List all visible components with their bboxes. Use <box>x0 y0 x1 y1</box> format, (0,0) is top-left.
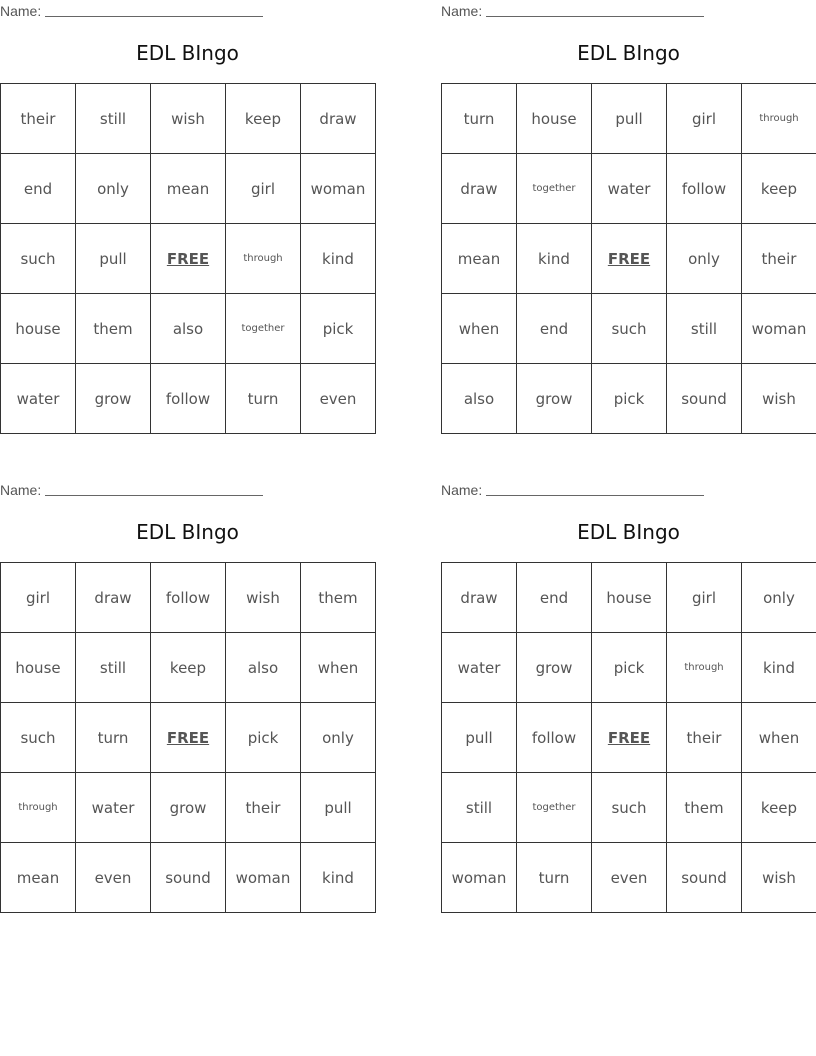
word-cell: them <box>301 563 376 633</box>
grid-row <box>442 364 816 434</box>
grid-row <box>442 843 816 913</box>
word-cell: through <box>667 633 742 703</box>
word-cell: water <box>1 364 76 434</box>
grid-row <box>1 294 376 364</box>
word-cell: their <box>1 84 76 154</box>
word-cell: draw <box>76 563 151 633</box>
name-blank <box>486 482 704 496</box>
bingo-grid <box>441 562 816 913</box>
card-title: EDL BIngo <box>577 41 680 65</box>
word-cell: together <box>517 773 592 843</box>
word-cell: even <box>592 843 667 913</box>
grid-row <box>1 224 376 294</box>
word-cell: wish <box>151 84 226 154</box>
card-title: EDL BIngo <box>577 520 680 544</box>
free-space-cell: FREE <box>151 703 226 773</box>
word-cell: only <box>742 563 816 633</box>
name-blank <box>45 3 263 17</box>
word-cell: pick <box>226 703 301 773</box>
grid-row <box>1 633 376 703</box>
word-cell: water <box>592 154 667 224</box>
word-cell: even <box>76 843 151 913</box>
grid-row <box>442 84 816 154</box>
word-cell: pull <box>592 84 667 154</box>
word-cell: keep <box>742 154 816 224</box>
name-blank <box>486 3 704 17</box>
word-cell: pull <box>442 703 517 773</box>
grid-row <box>1 364 376 434</box>
name-label: Name: <box>0 482 42 498</box>
word-cell: draw <box>442 563 517 633</box>
word-cell: follow <box>151 364 226 434</box>
word-cell: through <box>742 84 816 154</box>
bingo-card-3 <box>0 479 375 919</box>
name-line <box>441 482 704 498</box>
word-cell: when <box>742 703 816 773</box>
word-cell: wish <box>742 364 816 434</box>
name-line <box>0 482 263 498</box>
word-cell: their <box>742 224 816 294</box>
name-line <box>441 3 704 19</box>
word-cell: grow <box>517 633 592 703</box>
word-cell: pick <box>592 364 667 434</box>
grid-row <box>442 224 816 294</box>
card-title: EDL BIngo <box>136 520 239 544</box>
name-line <box>0 3 263 19</box>
word-cell: their <box>667 703 742 773</box>
word-cell: mean <box>151 154 226 224</box>
free-space-cell: FREE <box>592 703 667 773</box>
word-cell: water <box>76 773 151 843</box>
word-cell: turn <box>76 703 151 773</box>
word-cell: turn <box>226 364 301 434</box>
word-cell: them <box>76 294 151 364</box>
word-cell: water <box>442 633 517 703</box>
word-cell: grow <box>517 364 592 434</box>
grid-row <box>442 563 816 633</box>
word-cell: draw <box>442 154 517 224</box>
bingo-card-1 <box>0 0 375 440</box>
word-cell: also <box>151 294 226 364</box>
word-cell: also <box>442 364 517 434</box>
name-label: Name: <box>0 3 42 19</box>
word-cell: kind <box>301 224 376 294</box>
word-cell: still <box>76 633 151 703</box>
word-cell: keep <box>226 84 301 154</box>
grid-row <box>1 843 376 913</box>
word-cell: house <box>1 294 76 364</box>
word-cell: keep <box>742 773 816 843</box>
word-cell: turn <box>442 84 517 154</box>
word-cell: girl <box>667 563 742 633</box>
word-cell: also <box>226 633 301 703</box>
word-cell: woman <box>442 843 517 913</box>
grid-row <box>1 773 376 843</box>
word-cell: through <box>1 773 76 843</box>
word-cell: house <box>1 633 76 703</box>
word-cell: pick <box>301 294 376 364</box>
word-cell: follow <box>667 154 742 224</box>
free-space-cell: FREE <box>151 224 226 294</box>
word-cell: girl <box>226 154 301 224</box>
word-cell: when <box>301 633 376 703</box>
word-cell: end <box>517 563 592 633</box>
word-cell: end <box>1 154 76 224</box>
name-blank <box>45 482 263 496</box>
word-cell: together <box>517 154 592 224</box>
word-cell: end <box>517 294 592 364</box>
word-cell: turn <box>517 843 592 913</box>
word-cell: keep <box>151 633 226 703</box>
word-cell: their <box>226 773 301 843</box>
grid-row <box>1 703 376 773</box>
word-cell: such <box>592 294 667 364</box>
bingo-card-2 <box>441 0 816 440</box>
word-cell: kind <box>301 843 376 913</box>
bingo-grid <box>441 83 816 434</box>
grid-row <box>442 154 816 224</box>
name-label: Name: <box>441 482 483 498</box>
word-cell: grow <box>151 773 226 843</box>
word-cell: mean <box>1 843 76 913</box>
word-cell: only <box>301 703 376 773</box>
name-label: Name: <box>441 3 483 19</box>
grid-row <box>442 633 816 703</box>
word-cell: woman <box>742 294 816 364</box>
word-cell: girl <box>1 563 76 633</box>
word-cell: such <box>1 703 76 773</box>
word-cell: such <box>1 224 76 294</box>
word-cell: mean <box>442 224 517 294</box>
word-cell: them <box>667 773 742 843</box>
bingo-card-4 <box>441 479 816 919</box>
word-cell: woman <box>226 843 301 913</box>
word-cell: woman <box>301 154 376 224</box>
free-space-cell: FREE <box>592 224 667 294</box>
grid-row <box>1 563 376 633</box>
word-cell: when <box>442 294 517 364</box>
grid-row <box>442 703 816 773</box>
word-cell: pull <box>76 224 151 294</box>
grid-row <box>1 154 376 224</box>
word-cell: follow <box>517 703 592 773</box>
word-cell: together <box>226 294 301 364</box>
word-cell: house <box>592 563 667 633</box>
word-cell: such <box>592 773 667 843</box>
word-cell: girl <box>667 84 742 154</box>
bingo-grid <box>0 83 376 434</box>
word-cell: only <box>76 154 151 224</box>
bingo-grid <box>0 562 376 913</box>
word-cell: pick <box>592 633 667 703</box>
word-cell: through <box>226 224 301 294</box>
word-cell: sound <box>667 364 742 434</box>
word-cell: draw <box>301 84 376 154</box>
word-cell: sound <box>151 843 226 913</box>
word-cell: still <box>442 773 517 843</box>
word-cell: still <box>76 84 151 154</box>
grid-row <box>1 84 376 154</box>
word-cell: house <box>517 84 592 154</box>
word-cell: kind <box>742 633 816 703</box>
word-cell: kind <box>517 224 592 294</box>
grid-row <box>442 294 816 364</box>
word-cell: even <box>301 364 376 434</box>
word-cell: wish <box>226 563 301 633</box>
word-cell: pull <box>301 773 376 843</box>
card-title: EDL BIngo <box>136 41 239 65</box>
word-cell: wish <box>742 843 816 913</box>
grid-row <box>442 773 816 843</box>
word-cell: grow <box>76 364 151 434</box>
word-cell: follow <box>151 563 226 633</box>
word-cell: still <box>667 294 742 364</box>
word-cell: only <box>667 224 742 294</box>
word-cell: sound <box>667 843 742 913</box>
